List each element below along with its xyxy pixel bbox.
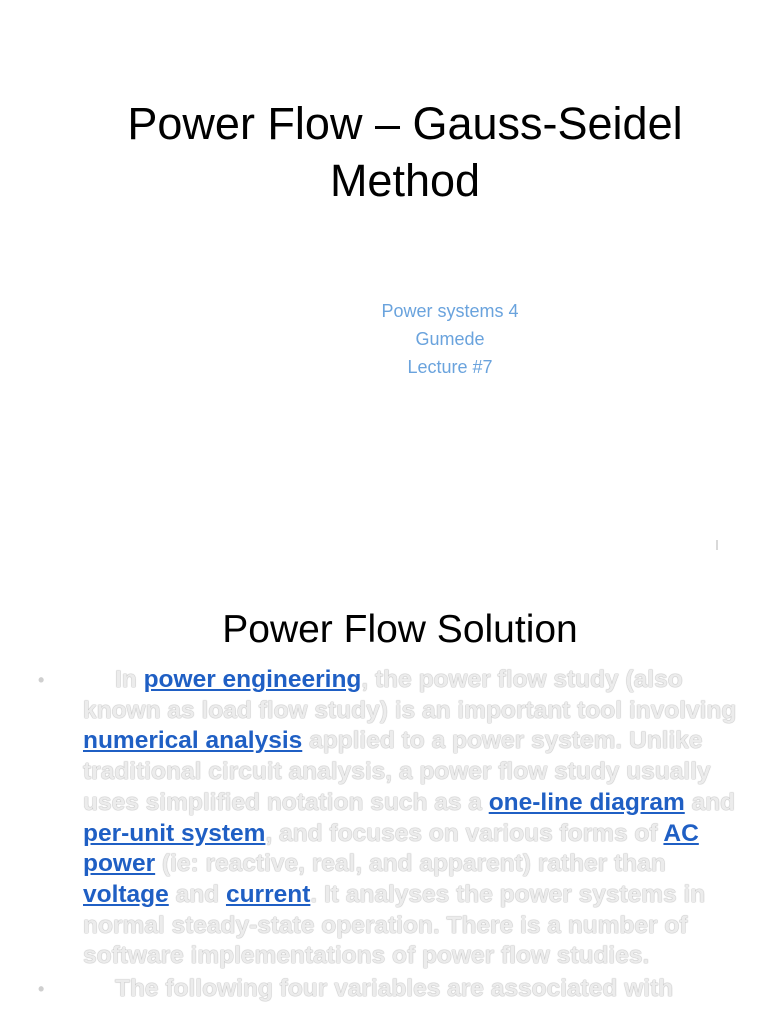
bullet-item <box>38 974 738 1005</box>
bullet-icon: • <box>38 670 45 690</box>
text-run: . It analyses the power systems in normal steady-state operation. There is a number of software implementations of power flow studies. <box>83 880 706 970</box>
slide-title: Power Flow Solution <box>222 608 578 651</box>
course-name: Power systems 4 <box>381 301 519 321</box>
bullet-icon: • <box>38 979 45 1000</box>
text-run: , the power flow study (also known as load flow study) is an important tool involving <box>83 666 737 724</box>
bullet-list <box>38 665 738 1007</box>
text-run: , and focuses on various forms of <box>265 819 664 847</box>
author-name: Gumede <box>415 329 485 349</box>
text-run: In <box>115 666 144 693</box>
bullet-item <box>38 665 738 972</box>
slide-divider-mark <box>716 540 718 550</box>
link-voltage[interactable]: voltage <box>83 880 169 908</box>
subtitle-block <box>300 297 600 381</box>
text-run: and <box>168 880 226 908</box>
content-slide <box>0 565 768 1024</box>
link-current[interactable]: current <box>225 880 311 908</box>
link-one-line-diagram[interactable]: one-line diagram <box>488 788 685 816</box>
link-ac-power[interactable]: AC power <box>83 819 699 878</box>
text-run: The following four variables are associated with <box>115 975 674 1003</box>
title-line-2: Method <box>329 155 481 206</box>
link-per-unit-system[interactable]: per-unit system <box>83 819 266 847</box>
title-line-1: Power Flow – Gauss-Seidel <box>127 98 683 149</box>
text-run: applied to a power system. Unlike traditional circuit analysis, a power flow study usually uses simplified notation such as a <box>83 727 711 816</box>
text-run: and <box>684 788 736 816</box>
link-power-engineering[interactable]: power engineering <box>143 666 362 693</box>
link-numerical-analysis[interactable]: numerical analysis <box>83 727 303 755</box>
presentation-title <box>60 95 750 209</box>
lecture-number: Lecture #7 <box>407 357 493 377</box>
text-run: (ie: reactive, real, and apparent) rather than <box>155 850 666 878</box>
